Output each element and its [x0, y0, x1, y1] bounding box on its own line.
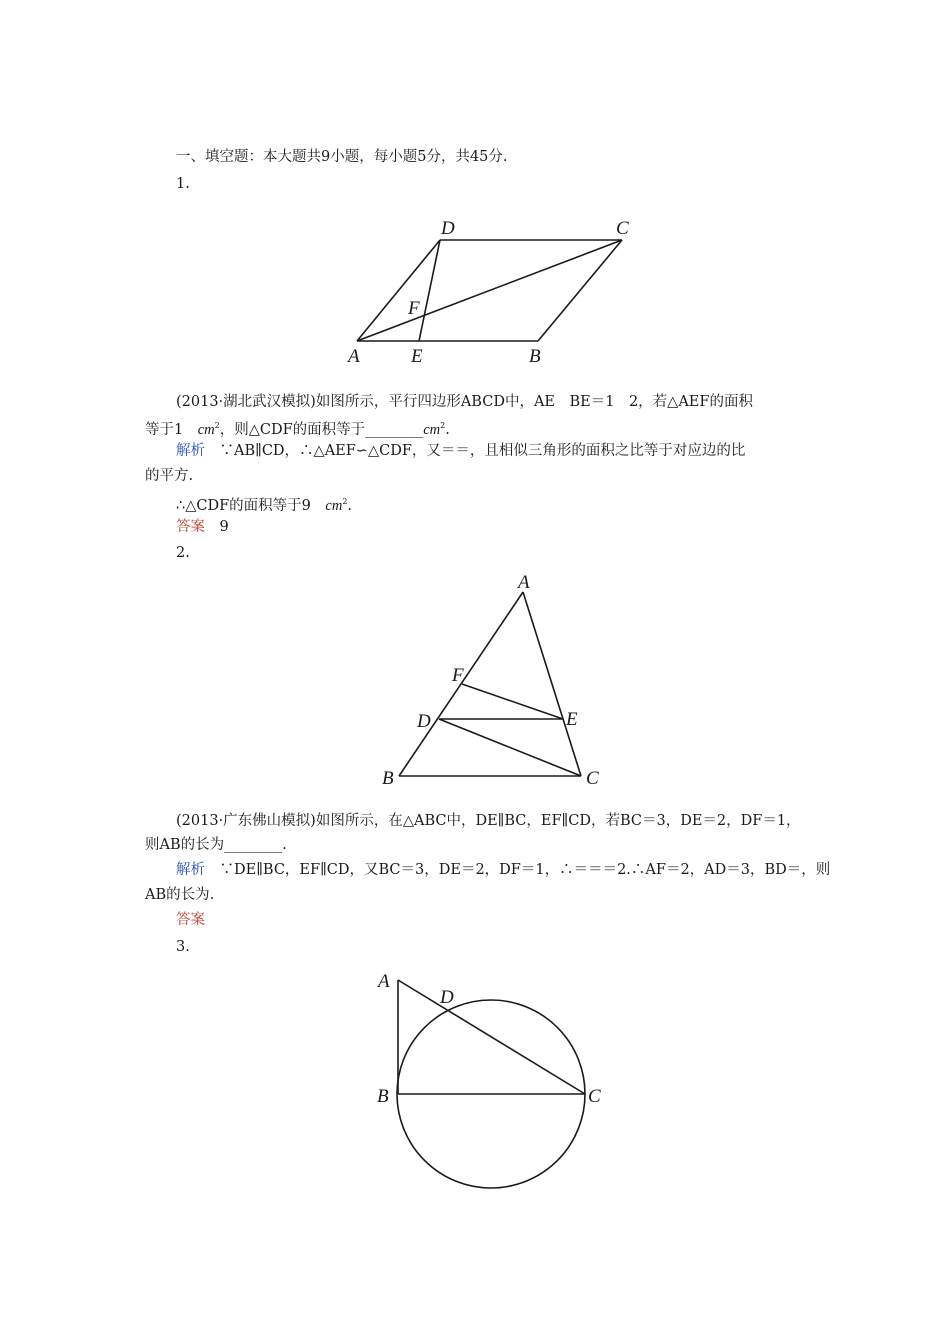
- q2-label-d: D: [417, 711, 431, 732]
- q1-parallelogram-figure: [340, 212, 640, 372]
- q2-stem-line-2: 则AB的长为________.: [145, 837, 287, 853]
- question-2-number: 2.: [176, 545, 190, 561]
- q2-triangle-figure: [370, 568, 620, 793]
- q1-label-a: A: [348, 346, 360, 367]
- section-heading: 一、填空题：本大题共9小题，每小题5分，共45分.: [176, 149, 508, 165]
- q2-analysis-line-1: 解析 ∵DE∥BC，EF∥CD，又BC＝3，DE＝2，DF＝1，∴＝＝＝2.∴AF＝2，AD＝3，BD＝，则: [176, 862, 831, 878]
- q1-label-f: F: [408, 298, 420, 319]
- q2-answer: [176, 910, 205, 930]
- q2-analysis-label: 解析: [176, 862, 205, 878]
- q3-label-d: D: [440, 987, 454, 1008]
- q2-answer-label: 答案: [176, 912, 205, 928]
- q1-answer-label: 答案: [176, 519, 205, 535]
- q1-analysis-line-2: 的平方.: [145, 468, 194, 484]
- q2-label-c: C: [586, 768, 599, 789]
- q1-stem-line-1: (2013·湖北武汉模拟)如图所示，平行四边形ABCD中，AE BE＝1 2，若△AEF的面积: [176, 394, 753, 410]
- q1-answer: [176, 517, 229, 537]
- q3-label-b: B: [377, 1086, 389, 1107]
- question-3-number: 3.: [176, 939, 190, 955]
- q1-analysis-line-1: 解析 ∵AB∥CD，∴△AEF∽△CDF，又＝＝，且相似三角形的面积之比等于对应边的比: [176, 443, 746, 459]
- q3-circle-figure: [370, 965, 620, 1190]
- q3-label-c: C: [588, 1086, 601, 1107]
- q1-label-d: D: [441, 218, 455, 239]
- q1-analysis-line-3: ∴△CDF的面积等于9 $cm^2$.: [176, 497, 353, 514]
- q1-answer-value: 9: [219, 519, 229, 535]
- q1-label-e: E: [411, 346, 423, 367]
- q2-analysis-line-2: AB的长为.: [145, 887, 215, 903]
- q2-label-e: E: [566, 709, 578, 730]
- q1-analysis-label: 解析: [176, 443, 205, 459]
- q2-stem-line-1: (2013·广东佛山模拟)如图所示，在△ABC中，DE∥BC，EF∥CD，若BC＝3，DE＝2，DF＝1，: [176, 813, 801, 829]
- q2-label-a: A: [518, 572, 530, 593]
- q1-label-c: C: [616, 218, 629, 239]
- q2-label-b: B: [382, 768, 394, 789]
- q1-label-b: B: [529, 346, 541, 367]
- q2-label-f: F: [452, 665, 464, 686]
- question-1-number: 1.: [176, 176, 190, 192]
- q3-label-a: A: [378, 971, 390, 992]
- q1-stem-line-2: 等于1 $cm^2$，则△CDF的面积等于$\_\_\_\_\_\_\_\_cm^2$.: [145, 421, 450, 438]
